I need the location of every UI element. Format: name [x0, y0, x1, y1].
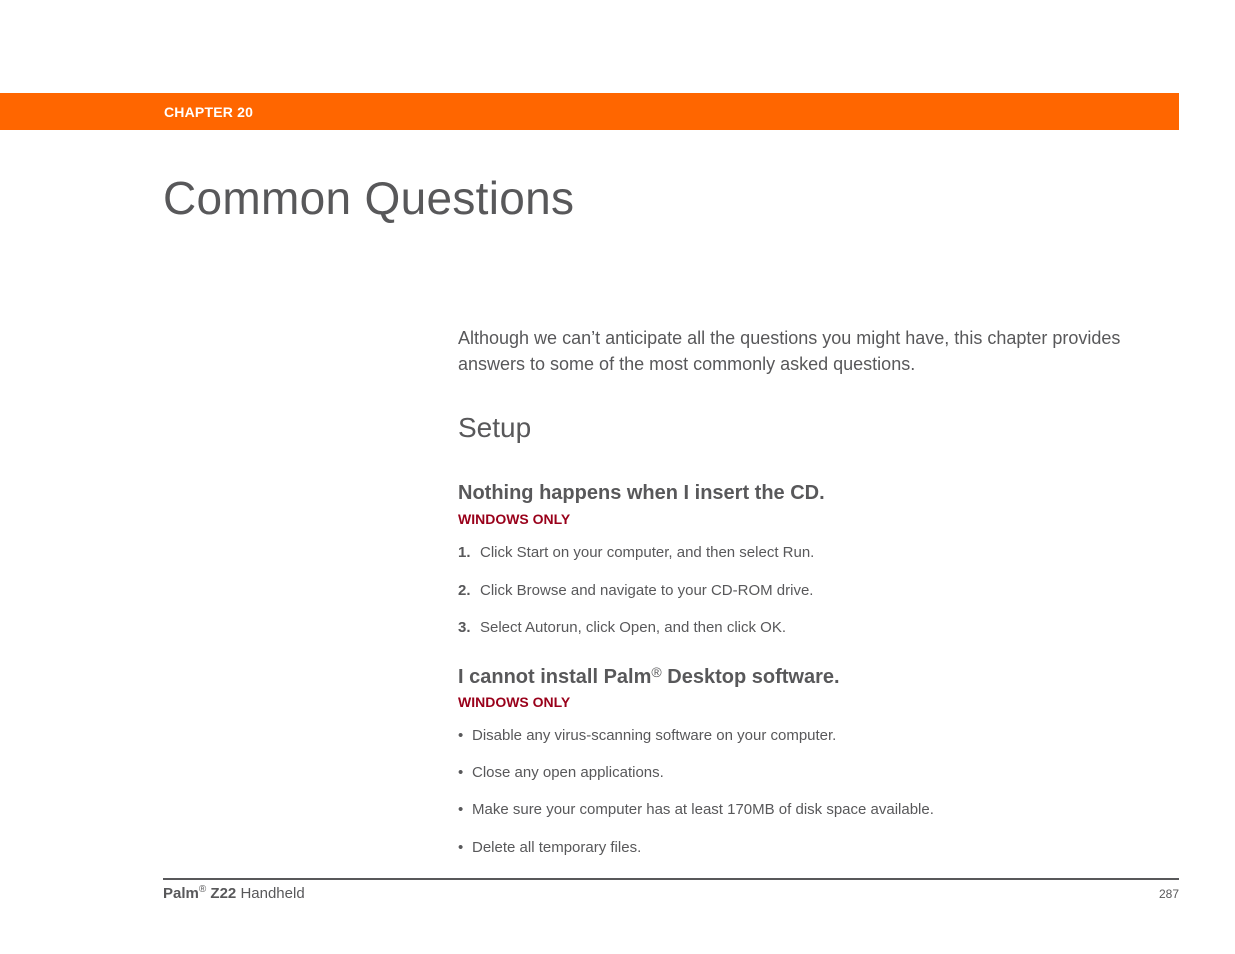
step-text: Click Start on your computer, and then select Run. — [480, 544, 815, 561]
bullet-text: Close any open applications. — [472, 764, 664, 781]
footer-product — [163, 884, 305, 902]
footer-product-name: Handheld — [240, 885, 305, 902]
intro-paragraph: Although we can’t anticipate all the questions you might have, this chapter provides answers to some of the most commonly asked questions. — [458, 328, 1121, 374]
footer-model: Z22 — [210, 885, 237, 902]
page-title: Common Questions — [163, 172, 575, 224]
bullet-glyph: • — [458, 839, 464, 856]
footer-rule — [163, 878, 1179, 880]
bullet-item — [458, 839, 641, 856]
step-number: 2. — [458, 582, 471, 599]
question-heading-install — [458, 664, 840, 689]
bullet-glyph: • — [458, 801, 464, 818]
bullet-item — [458, 727, 836, 744]
bullet-glyph: • — [458, 727, 464, 744]
step-number: 3. — [458, 619, 471, 636]
bullet-item — [458, 801, 934, 818]
question-heading-cd: Nothing happens when I insert the CD. — [458, 482, 825, 504]
step-item — [458, 544, 814, 561]
footer-brand: Palm — [163, 885, 199, 902]
chapter-label: CHAPTER 20 — [164, 104, 254, 120]
question-heading-post: Desktop software. — [661, 666, 840, 688]
step-text: Select Autorun, click Open, and then click OK. — [480, 619, 786, 636]
step-item — [458, 582, 813, 599]
bullet-text: Delete all temporary files. — [472, 839, 642, 856]
section-heading-setup: Setup — [458, 412, 532, 443]
step-text: Click Browse and navigate to your CD-ROM drive. — [480, 582, 814, 599]
footer-registered-mark: ® — [198, 884, 207, 895]
bullet-item — [458, 764, 664, 781]
registered-mark: ® — [651, 664, 662, 680]
question-heading-pre: I cannot install Palm — [458, 666, 652, 688]
bullet-text: Make sure your computer has at least 170MB of disk space available. — [472, 801, 934, 818]
step-number: 1. — [458, 544, 471, 561]
windows-only-note: WINDOWS ONLY — [458, 694, 571, 710]
bullet-text: Disable any virus-scanning software on your computer. — [472, 727, 837, 744]
bullet-glyph: • — [458, 764, 464, 781]
step-item — [458, 619, 786, 636]
page-number: 287 — [1158, 887, 1179, 901]
windows-only-note: WINDOWS ONLY — [458, 511, 571, 527]
